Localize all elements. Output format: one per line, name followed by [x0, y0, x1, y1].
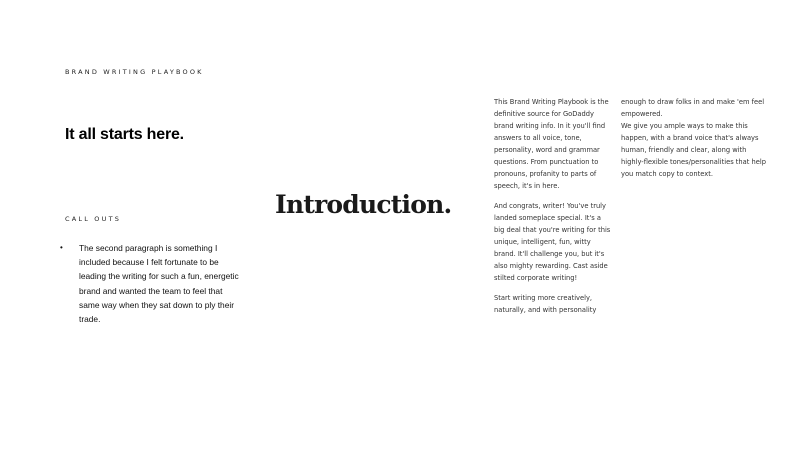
bullet-icon: • — [60, 243, 63, 252]
body-paragraph: And congrats, writer! You've truly landed someplace special. It's a big deal that you're writing for this unique, intelligent, fun, witty brand. It'll challenge you, but it's also mighty rewarding. Cast aside stilted corporate writing! — [494, 202, 611, 282]
callouts-label: CALL OUTS — [65, 215, 122, 223]
body-paragraph: Start writing more creatively, naturally, and with personality — [494, 294, 597, 314]
callout-item — [60, 241, 240, 326]
body-paragraph: We give you ample ways to make this happen, with a brand voice that's always human, friendly and clear, along with highly-flexible tones/personalities that help you match copy to context. — [621, 122, 766, 178]
playbook-eyebrow: BRAND WRITING PLAYBOOK — [65, 68, 204, 76]
body-column-1 — [494, 96, 612, 324]
callout-text: The second paragraph is something I included because I felt fortunate to be leading the writing for such a fun, energetic brand and wanted the team to feel that same way when they sat down to ply their trade. — [79, 243, 239, 325]
body-paragraph: enough to draw folks in and make 'em feel empowered. — [621, 98, 765, 118]
callouts-list — [60, 241, 240, 326]
page-headline: It all starts here. — [65, 126, 184, 143]
body-column-2 — [621, 96, 769, 180]
body-paragraph: This Brand Writing Playbook is the definitive source for GoDaddy brand writing info. In it you'll find answers to all voice, tone, personality, word and grammar questions. From punctuation to pronouns, profanity to parts of speech, it's in here. — [494, 98, 609, 190]
introduction-title: Introduction. — [275, 190, 452, 219]
